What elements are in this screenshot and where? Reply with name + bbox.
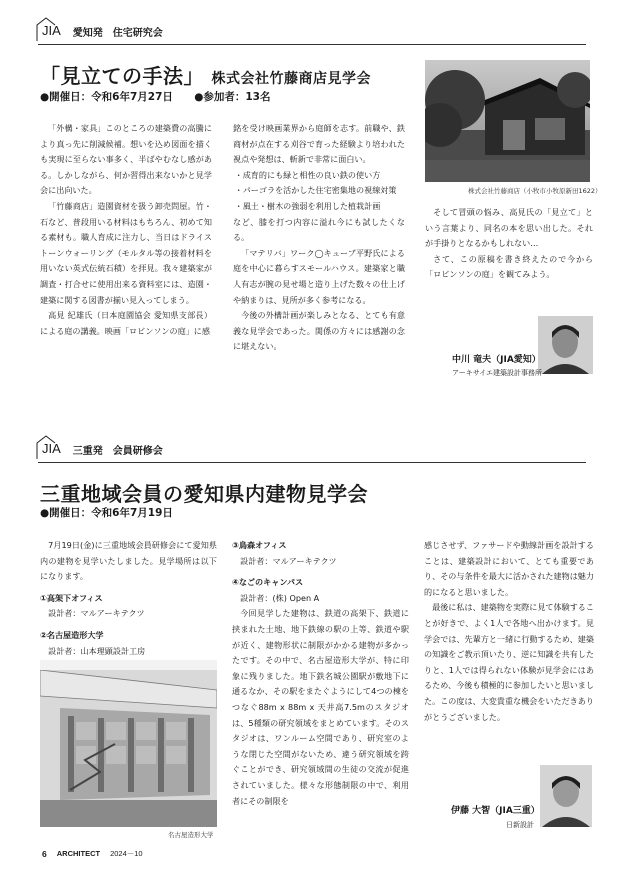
section1-subtitle: 株式会社竹藤商店見学会	[211, 71, 371, 87]
site-designer: 設計者：(株) Open A	[240, 592, 320, 603]
site-heading: ①高架下オフィス	[40, 592, 103, 603]
section2-author-org: 日新設計	[506, 821, 534, 829]
section2-paragraph: 7月19日(金)に三重地域会員研修会にて愛知県内の建物を見学いたしました。見学場所は以下になります。	[40, 540, 217, 582]
section1-list-item: ・成育的にも緑と相性の良い鉄の使い方	[234, 169, 381, 180]
section1-list-item: ・パーゴラを活かした住宅密集地の視線対策	[234, 185, 397, 196]
section2-paragraph: 最後に私は、建築物を実際に見て体験することが好きで、よく1人で各地へ出かけます。見学会では、先輩方と一緒に行動するため、建築の知識をご教示頂いたり、逆に知識を共有したりと、1人では得られない体験が見学会にはあるため、今後も積極的に参加したいと思いました。この度は、大変貴重な機会をいただきありがとうございました。	[424, 602, 594, 722]
section1-paragraph: 今後の外構計画が楽しみとなる、とても有意義な見学会であった。関係の方々には感謝の念に堪えない。	[233, 310, 405, 352]
section2-title: 三重地域会員の愛知県内建物見学会	[40, 482, 368, 506]
section1-list-item: ・風土・樹木の強弱を利用した植栽計画	[234, 200, 381, 211]
section2-paragraph: 感じさせず、ファサードや動線計画を設計することは、建築設計において、とても重要であり、その与条件を最大に活かされた建物は魅力的になると思いました。	[424, 540, 594, 597]
section1-author-org: アーキサイエ建築設計事務所	[452, 369, 543, 377]
section2-date: ●開催日：令和6年7月19日	[40, 507, 173, 519]
section1-photo	[425, 60, 590, 182]
section1-title: 「見立ての手法」	[40, 64, 204, 88]
jia-logo	[38, 22, 65, 40]
house-outline-icon	[36, 434, 70, 460]
section1-date: ●開催日：令和6年7月27日	[40, 91, 173, 103]
section1-paragraph: 「竹藤商店」造園資材を扱う卸売問屋。竹・石など、普段用いる材料はもちろん、初めて知る素材も。職人育成に注力し、当日はドライストーンウォーリング（モルタル等の接着材料を用いない英式伝統石積）を拝見。我々建築家が調査・打合せに使用出来る資料室には、造園・建築に関する図書が揃い見入ってしまう。	[40, 200, 212, 305]
section1-paragraph: 高見 紀雄氏（日本庭園協会 愛知県支部長）による庭の講義。映画「ロビンソンの庭」に感	[40, 310, 212, 336]
issue-number: 2024－10	[110, 849, 143, 858]
section2-category: 三重発 会員研修会	[72, 445, 163, 457]
page-number: 6	[42, 848, 47, 859]
section2-column-2	[232, 538, 409, 809]
author-portrait	[540, 765, 592, 827]
section1-paragraph: 銘を受け映画業界から庭師を志す。前職や、鉄商材が点在する刈谷で育った経験より培われた視点や発想は、斬新で非常に面白い。	[233, 123, 405, 165]
section1-header	[38, 22, 163, 40]
site-designer: 設計者：マルアーキテクツ	[48, 608, 145, 619]
section2-column-1	[40, 538, 217, 659]
section1-paragraph: そして冒頭の悩み、高見氏の「見立て」という言葉より、同名の本を思い出した。それが手掛りとなるかもしれない…	[425, 207, 593, 249]
site-heading: ③鳥森オフィス	[232, 540, 287, 550]
section2-photo-caption: 名古屋造形大学	[168, 831, 214, 839]
section1-paragraph: さて、この原稿を書き終えたので今から「ロビンソンの庭」を観てみよう。	[425, 253, 593, 280]
jia-label: JIA	[42, 441, 61, 456]
section1-author-name: 中川 竜夫（JIA愛知）	[452, 355, 541, 365]
magazine-name: ARCHITECT	[56, 849, 101, 858]
section2-column-3	[424, 538, 594, 725]
section1-meta	[40, 89, 270, 104]
section1-title-block	[40, 60, 371, 89]
jia-logo	[38, 440, 65, 458]
section2-paragraph: 今回見学した建物は、鉄道の高架下、鉄道に挟まれた土地、地下鉄線の駅の上等、鉄道や駅が近く、建物形状に制限がかかる建物が多かったです。その中で、名古屋造形大学が、特に印象に残りました。地下鉄名城公園駅が敷地下に通るなか、その駅をまたぐようにして4つの棟をつなぐ88m x 88m x 天井高7.5mのスタジオは、5種類の研究領域をまとめています。そのスタジオは、ワンルーム空間であり、研究室のような閉じた空間がないため、違う研究領域を跨ぐことができ、研究領域間の生徒の交流が促進されていました。様々な形態制限の中で、利用者にその制限を	[232, 608, 409, 806]
jia-label: JIA	[42, 23, 61, 38]
section1-category: 愛知発 住宅研究会	[72, 27, 163, 39]
section2-rule	[38, 462, 586, 463]
house-outline-icon	[36, 16, 70, 42]
site-designer: 設計者：マルアーキテクツ	[240, 555, 337, 566]
site-heading: ②名古屋造形大学	[40, 629, 104, 640]
section1-participants: ●参加者：13名	[194, 91, 271, 103]
section1-paragraph: など、膝を打つ内容に溢れ今にも試したくなる。	[233, 216, 405, 243]
section1-paragraph: 「マテリバ」ワーク◯キューブ平野氏による庭を中心に暮らすスモールハウス。建築家と職人有志が腕の見せ場と造り上げた数々の仕上げや納まりは、見所が多く参考になる。	[233, 247, 405, 305]
author-portrait	[538, 316, 593, 374]
section2-author-name: 伊藤 大智（JIA三重）	[451, 806, 540, 816]
page-footer	[42, 848, 143, 859]
section1-paragraph: 「外構・家具」このところの建築費の高騰により真っ先に削減候補。想いを込め図面を描くも実現に至らない事多く、半ばやむなし感がある。しかしながら、何か習得出来ないかと見学会に出向いた。	[40, 123, 212, 196]
section1-column-2	[233, 121, 405, 355]
section1-column-1	[40, 121, 212, 339]
section1-column-3	[425, 205, 593, 283]
site-heading: ④なごのキャンパス	[232, 577, 304, 588]
section1-rule	[38, 44, 586, 45]
section2-photo	[40, 660, 217, 827]
site-designer: 設計者：山本理顕設計工房	[48, 645, 146, 656]
section2-header	[38, 440, 163, 458]
section1-photo-caption: 株式会社竹藤商店（小牧市小牧原新田1622）	[468, 187, 602, 195]
